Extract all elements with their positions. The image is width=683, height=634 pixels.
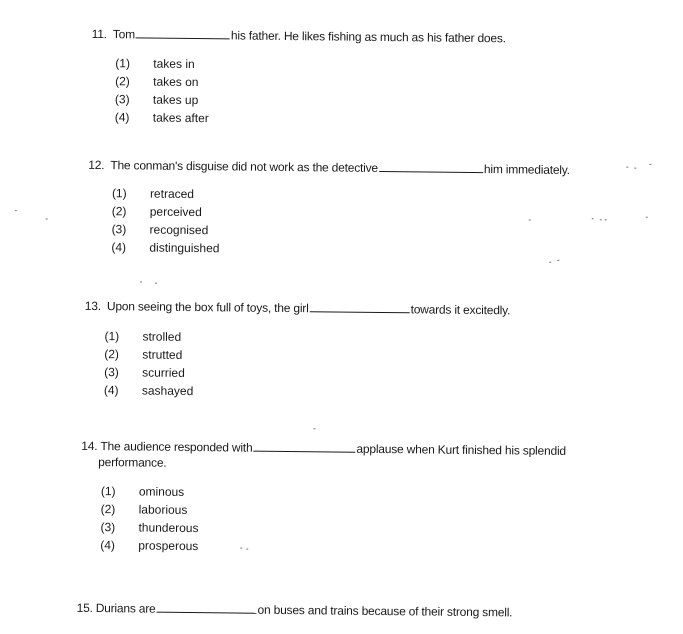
question-text-before: Upon seeing the box full of toys, the girl: [106, 299, 309, 316]
option-number: (1): [115, 56, 131, 71]
option-item: [100, 518, 198, 537]
option-item: [104, 327, 194, 346]
scan-speck: [605, 219, 607, 220]
question-text-before: Durians are: [95, 601, 156, 616]
answer-blank: [136, 27, 230, 39]
scan-speck: [529, 220, 531, 221]
question-text-before: Tom: [112, 27, 136, 42]
scan-speck: [314, 428, 316, 429]
scan-speck: [600, 219, 602, 220]
option-text: prosperous: [138, 538, 199, 554]
scan-speck: [634, 168, 636, 169]
option-item: [104, 381, 194, 400]
question-text-line2: performance.: [98, 455, 167, 470]
option-text: sashayed: [141, 383, 194, 399]
option-number: (2): [104, 347, 120, 362]
option-text: distinguished: [149, 240, 220, 256]
option-item: [112, 184, 220, 203]
question-11: [92, 27, 506, 45]
question-text-before: The audience responded with: [100, 439, 253, 455]
option-text: strolled: [142, 329, 182, 344]
option-number: (3): [104, 365, 119, 380]
scan-speck: [592, 218, 594, 219]
answer-blank: [310, 301, 410, 313]
question-number: 12.: [88, 157, 105, 173]
option-number: (2): [111, 204, 127, 219]
question-number: 11.: [91, 26, 107, 42]
question-text-after: on buses and trains because of their strong smell.: [257, 602, 513, 620]
option-item: [112, 220, 220, 239]
option-text: scurried: [142, 365, 185, 380]
question-text-after: applause when Kurt finished his splendid: [356, 441, 567, 458]
question-12: [88, 158, 570, 177]
options-14: [100, 482, 199, 555]
option-text: takes up: [152, 92, 199, 108]
options-11: [115, 54, 210, 127]
option-item: [115, 108, 209, 127]
scan-speck: [626, 167, 628, 168]
option-text: strutted: [142, 347, 183, 362]
option-item: [111, 238, 219, 257]
option-number: (4): [103, 383, 119, 398]
option-number: (2): [100, 502, 116, 517]
option-item: [115, 90, 209, 109]
scan-speck: [155, 283, 157, 284]
question-13: [85, 299, 511, 317]
scan-speck: [15, 210, 17, 211]
option-item: [101, 482, 199, 501]
option-text: retraced: [149, 186, 195, 202]
option-number: (3): [111, 222, 127, 237]
question-number: 14.: [81, 438, 98, 454]
scan-speck: [140, 281, 142, 282]
option-number: (2): [115, 74, 130, 89]
option-item: [104, 345, 194, 364]
scan-speck: [649, 164, 651, 165]
option-text: recognised: [149, 222, 209, 238]
question-text-before: The conman's disguise did not work as the detective: [110, 158, 379, 175]
option-text: takes after: [152, 110, 209, 126]
answer-blank: [379, 161, 483, 173]
options-12: [111, 184, 220, 257]
question-number: 15.: [76, 600, 93, 616]
option-text: takes in: [153, 56, 195, 72]
option-item: [100, 536, 198, 555]
scan-speck: [46, 218, 48, 219]
option-number: (1): [111, 186, 127, 201]
scan-speck: [557, 260, 559, 261]
scan-speck: [646, 217, 648, 218]
option-item: [104, 363, 194, 382]
option-number: (4): [111, 240, 127, 255]
answer-blank: [253, 441, 355, 453]
option-number: (4): [114, 110, 130, 125]
option-item: [101, 500, 199, 519]
question-text-after: him immediately.: [483, 162, 570, 177]
question-text-after: his father. He likes fishing as much as his father does.: [230, 28, 506, 46]
option-number: (4): [100, 538, 116, 553]
scan-speck: [246, 549, 248, 550]
option-text: ominous: [138, 484, 185, 499]
option-item: [112, 202, 220, 221]
question-15: [77, 601, 513, 620]
option-number: (3): [100, 520, 116, 535]
option-text: thunderous: [138, 520, 199, 536]
scan-speck: [549, 262, 551, 263]
option-text: takes on: [153, 74, 199, 90]
options-13: [104, 327, 194, 400]
option-item: [115, 72, 209, 91]
option-text: perceived: [149, 204, 202, 220]
question-number: 13.: [84, 298, 101, 314]
option-number: (3): [114, 92, 130, 107]
option-item: [115, 54, 209, 73]
question-14: [81, 439, 566, 474]
answer-blank: [157, 602, 257, 614]
scan-speck: [240, 548, 242, 549]
option-number: (1): [104, 329, 120, 344]
option-text: laborious: [138, 502, 188, 517]
option-number: (1): [100, 484, 116, 499]
question-text-after: towards it excitedly.: [410, 302, 511, 318]
